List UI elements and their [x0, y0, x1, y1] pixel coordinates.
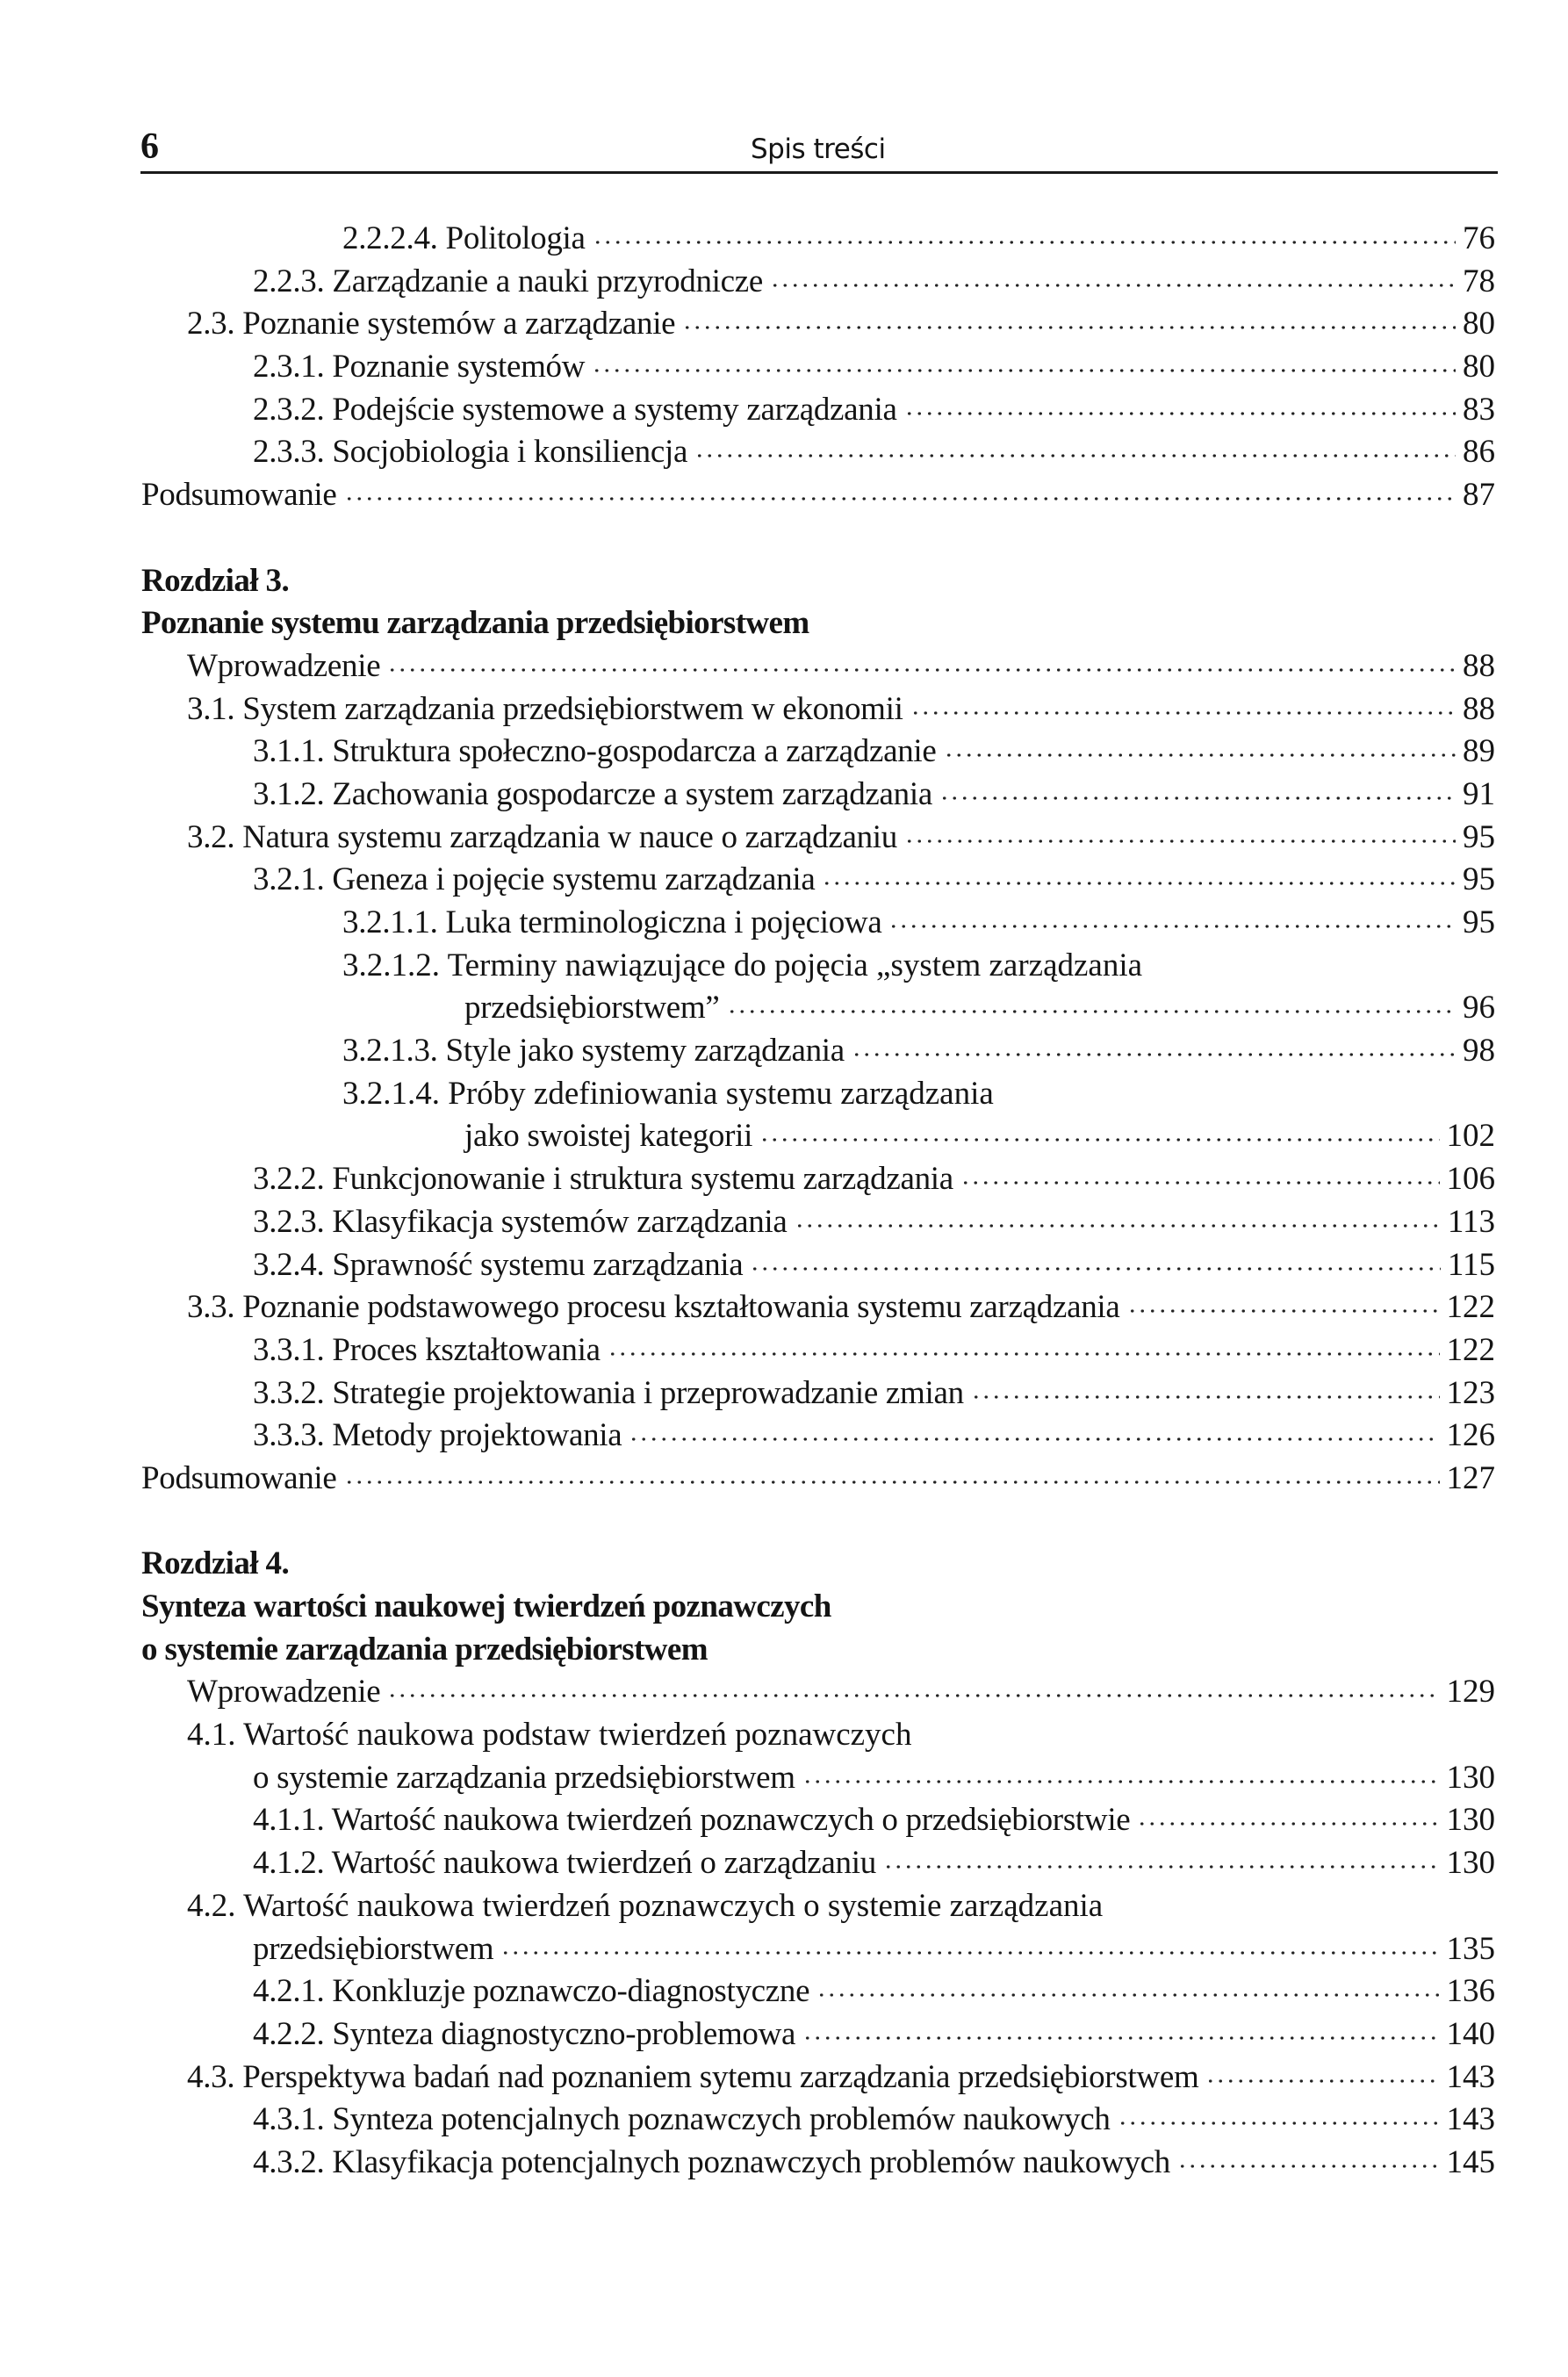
- toc-entry: [0, 1329, 1568, 1372]
- toc-entry-inner: [253, 1928, 1495, 1971]
- dot-leader: [500, 1950, 1439, 1956]
- dot-leader: [904, 839, 1456, 844]
- toc-entry-title-cont: przedsiębiorstwem: [253, 1930, 494, 1967]
- toc-entry-inner: [253, 261, 1495, 304]
- toc-page-number: 95: [1463, 861, 1495, 898]
- toc-entry-inner: [464, 987, 1495, 1030]
- toc-page-number: 76: [1463, 220, 1495, 256]
- toc-page-number: 140: [1446, 2015, 1495, 2052]
- toc-entry: [0, 2013, 1568, 2056]
- toc-entry: [0, 261, 1568, 304]
- dot-leader: [1118, 2121, 1440, 2126]
- dot-leader: [971, 1394, 1440, 1400]
- toc-entry-line: [0, 1885, 1568, 1928]
- toc-entry-line: [0, 945, 1568, 988]
- chapter-title: [0, 602, 1568, 645]
- toc-entry-inner: [342, 218, 1495, 261]
- dot-leader: [592, 368, 1456, 373]
- toc-page-number: 87: [1463, 477, 1495, 514]
- toc-page-number: 98: [1463, 1033, 1495, 1070]
- toc-heading-text: Poznanie systemu zarządzania przedsiębiorstwem: [141, 605, 809, 642]
- dot-leader: [1177, 2164, 1440, 2169]
- toc-entry-inner: [342, 1030, 1495, 1073]
- toc-entry-inner: [342, 902, 1495, 945]
- toc-entry: [0, 218, 1568, 261]
- toc-entry: [0, 688, 1568, 731]
- toc-entry-title: 4.3. Perspektywa badań nad poznaniem sytemu zarządzania przedsiębiorstwem: [187, 2058, 1199, 2095]
- dot-leader: [802, 2035, 1439, 2041]
- dot-leader: [629, 1437, 1439, 1442]
- toc-entry: [0, 2099, 1568, 2142]
- toc-entry-inner: [253, 1201, 1495, 1244]
- toc-entry-title: 3.3. Poznanie podstawowego procesu kształtowania systemu zarządzania: [187, 1289, 1120, 1326]
- toc-entry-inner: [253, 1158, 1495, 1201]
- dot-leader: [960, 1180, 1440, 1185]
- toc-entry-inner: [187, 1671, 1495, 1714]
- toc-entry-title: 4.1. Wartość naukowa podstaw twierdzeń poznawczych: [187, 1717, 912, 1754]
- toc-entry-title: 2.2.2.4. Politologia: [342, 220, 586, 256]
- toc-entry-title: 3.2.1. Geneza i pojęcie systemu zarządzania: [253, 861, 816, 898]
- toc-entry-inner: [253, 1329, 1495, 1372]
- toc-entry-inner: [253, 2142, 1495, 2185]
- dot-leader: [727, 1009, 1457, 1014]
- toc-entry-line: [0, 1073, 1568, 1116]
- toc-entry: [0, 1201, 1568, 1244]
- toc-heading-text: Rozdział 4.: [141, 1545, 290, 1582]
- toc-entry: [0, 1928, 1568, 1971]
- dot-leader: [344, 1480, 1440, 1485]
- dot-leader: [795, 1223, 1441, 1228]
- toc-page-number: 80: [1463, 306, 1495, 342]
- toc-page-number: 80: [1463, 349, 1495, 385]
- toc-entry: [0, 645, 1568, 688]
- toc-page-number: 126: [1446, 1417, 1495, 1454]
- toc-entry-inner: [187, 303, 1495, 346]
- chapter-title: [0, 1629, 1568, 1672]
- toc-entry-title: Podsumowanie: [141, 1459, 337, 1496]
- toc-entry: [0, 474, 1568, 517]
- toc-page-number: 136: [1446, 1973, 1495, 2010]
- chapter-label: [0, 1543, 1568, 1586]
- dot-leader: [883, 1864, 1440, 1869]
- toc-entry-title-cont: przedsiębiorstwem”: [464, 990, 720, 1026]
- toc-page-number: 123: [1446, 1374, 1495, 1411]
- toc-entry-inner: [187, 1286, 1495, 1329]
- toc-entry: [0, 817, 1568, 860]
- toc-page-number: 86: [1463, 434, 1495, 471]
- toc-heading-text: o systemie zarządzania przedsiębiorstwem: [141, 1631, 708, 1668]
- toc-entry-inner: [253, 346, 1495, 389]
- section-gap: [0, 517, 1568, 560]
- toc-page-number: 130: [1446, 1759, 1495, 1796]
- toc-entry: [0, 1757, 1568, 1800]
- toc-entry: [0, 1372, 1568, 1415]
- toc-entry: [0, 1671, 1568, 1714]
- toc-heading-text: Synteza wartości naukowej twierdzeń poznawczych: [141, 1588, 831, 1624]
- toc-page-number: 122: [1446, 1289, 1495, 1326]
- toc-entry-title: 3.2.1.1. Luka terminologiczna i pojęciowa: [342, 904, 882, 940]
- toc-entry-inner: [253, 431, 1495, 474]
- toc-entry-title: 4.2. Wartość naukowa twierdzeń poznawczych o systemie zarządzania: [187, 1887, 1104, 1924]
- chapter-label: [0, 560, 1568, 603]
- running-title: Spis treści: [751, 133, 886, 165]
- toc-entry: [0, 1415, 1568, 1458]
- dot-leader: [608, 1351, 1440, 1357]
- dot-leader: [944, 753, 1456, 758]
- toc-page-number: 135: [1446, 1930, 1495, 1967]
- header-rule: [140, 171, 1498, 174]
- toc-entry: [0, 1030, 1568, 1073]
- toc-entry: [0, 1799, 1568, 1842]
- toc-entry-title-cont: jako swoistej kategorii: [464, 1118, 753, 1155]
- toc-entry-inner: [187, 817, 1495, 860]
- toc-entry-inner: [253, 1757, 1495, 1800]
- toc-entry-title: 3.3.1. Proces kształtowania: [253, 1331, 601, 1368]
- toc-page-number: 95: [1463, 818, 1495, 855]
- toc-entry-title: 2.2.3. Zarządzanie a nauki przyrodnicze: [253, 263, 764, 299]
- dot-leader: [682, 325, 1456, 330]
- toc-entry-inner: [253, 1799, 1495, 1842]
- dot-leader: [1205, 2078, 1439, 2084]
- toc-entry: [0, 1158, 1568, 1201]
- dot-leader: [759, 1137, 1439, 1142]
- toc-entry-title: 4.1.1. Wartość naukowa twierdzeń poznawczych o przedsiębiorstwie: [253, 1802, 1131, 1839]
- toc-entry-inner: [187, 645, 1495, 688]
- dot-leader: [344, 496, 1456, 501]
- toc-entry-title: 2.3.2. Podejście systemowe a systemy zarządzania: [253, 391, 897, 428]
- toc-entry: [0, 431, 1568, 474]
- dot-leader: [910, 710, 1456, 716]
- toc-page-number: 95: [1463, 904, 1495, 940]
- toc-page-number: 102: [1446, 1118, 1495, 1155]
- toc-page-number: 127: [1446, 1459, 1495, 1496]
- toc-entry-title: 4.2.2. Synteza diagnostyczno-problemowa: [253, 2015, 796, 2052]
- toc-entry-title: 4.2.1. Konkluzje poznawczo-diagnostyczne: [253, 1973, 810, 2010]
- toc-entry-inner: [253, 859, 1495, 902]
- toc-entry-inner: [253, 774, 1495, 817]
- toc-entry-title-cont: o systemie zarządzania przedsiębiorstwem: [253, 1759, 795, 1796]
- toc-page-number: 130: [1446, 1845, 1495, 1882]
- toc-entry: [0, 1970, 1568, 2013]
- toc-entry-title: 3.1.1. Struktura społeczno-gospodarcza a zarządzanie: [253, 733, 937, 770]
- toc-page-number: 143: [1446, 2101, 1495, 2138]
- toc-page-number: 83: [1463, 391, 1495, 428]
- toc-entry-title: 2.3.3. Socjobiologia i konsiliencja: [253, 434, 688, 471]
- dot-leader: [1137, 1821, 1439, 1826]
- toc-entry: [0, 859, 1568, 902]
- toc-page-number: 115: [1447, 1246, 1495, 1283]
- dot-leader: [1127, 1308, 1440, 1314]
- toc-page-number: 130: [1446, 1802, 1495, 1839]
- toc-page-number: 88: [1463, 647, 1495, 684]
- toc-page-number: 78: [1463, 263, 1495, 299]
- dot-leader: [770, 283, 1456, 288]
- toc-page-number: 113: [1447, 1203, 1495, 1240]
- toc-entry-line: [0, 1714, 1568, 1757]
- toc-page-number: 91: [1463, 775, 1495, 812]
- toc-entry-inner: [253, 1244, 1495, 1287]
- toc-entry-title: 3.2.1.3. Style jako systemy zarządzania: [342, 1033, 845, 1070]
- toc-page-number: 122: [1446, 1331, 1495, 1368]
- toc-entry: [0, 731, 1568, 774]
- toc-entry-inner: [253, 731, 1495, 774]
- page-number: 6: [140, 126, 159, 167]
- toc-page-number: 145: [1446, 2143, 1495, 2180]
- dot-leader: [904, 411, 1456, 416]
- dot-leader: [593, 240, 1456, 245]
- toc-heading-text: Rozdział 3.: [141, 562, 290, 599]
- dot-leader: [750, 1266, 1440, 1271]
- table-of-contents: [0, 218, 1568, 2185]
- toc-entry-title: Podsumowanie: [141, 477, 337, 514]
- toc-entry-inner: [253, 1970, 1495, 2013]
- dot-leader: [822, 881, 1456, 886]
- toc-page-number: 89: [1463, 733, 1495, 770]
- toc-entry-title: 3.2. Natura systemu zarządzania w nauce o zarządzaniu: [187, 818, 897, 855]
- toc-entry: [0, 774, 1568, 817]
- dot-leader: [694, 453, 1456, 458]
- toc-entry: [0, 2056, 1568, 2100]
- dot-leader: [802, 1779, 1440, 1784]
- toc-entry-title: 3.2.4. Sprawność systemu zarządzania: [253, 1246, 744, 1283]
- toc-entry: [0, 987, 1568, 1030]
- toc-entry-title: 3.1. System zarządzania przedsiębiorstwem w ekonomii: [187, 690, 903, 727]
- toc-page-number: 106: [1446, 1161, 1495, 1198]
- toc-entry-inner: [253, 2013, 1495, 2056]
- toc-page-number: 88: [1463, 690, 1495, 727]
- dot-leader: [387, 667, 1456, 673]
- dot-leader: [888, 924, 1456, 929]
- toc-entry: [0, 902, 1568, 945]
- section-gap: [0, 1501, 1568, 1544]
- dot-leader: [387, 1693, 1439, 1698]
- toc-entry-title: 3.2.2. Funkcjonowanie i struktura systemu zarządzania: [253, 1161, 953, 1198]
- toc-page-number: 96: [1463, 990, 1495, 1026]
- toc-entry-title: 2.3. Poznanie systemów a zarządzanie: [187, 306, 676, 342]
- toc-entry-title: 4.3.1. Synteza potencjalnych poznawczych problemów naukowych: [253, 2101, 1111, 2138]
- toc-entry-title: 3.2.1.2. Terminy nawiązujące do pojęcia „system zarządzania: [342, 947, 1143, 983]
- toc-entry-title: 4.3.2. Klasyfikacja potencjalnych poznawczych problemów naukowych: [253, 2143, 1170, 2180]
- toc-entry-title: Wprowadzenie: [187, 647, 381, 684]
- toc-entry-inner: [141, 474, 1495, 517]
- toc-entry-inner: [464, 1115, 1495, 1158]
- toc-entry-title: 2.3.1. Poznanie systemów: [253, 349, 586, 385]
- toc-entry-title: 3.3.3. Metody projektowania: [253, 1417, 622, 1454]
- toc-entry-inner: [187, 2056, 1495, 2100]
- toc-entry-inner: [253, 2099, 1495, 2142]
- toc-entry-title: Wprowadzenie: [187, 1674, 381, 1711]
- toc-entry-inner: [253, 1842, 1495, 1885]
- toc-entry: [0, 1842, 1568, 1885]
- dot-leader: [816, 1992, 1439, 1998]
- toc-entry: [0, 346, 1568, 389]
- chapter-title: [0, 1586, 1568, 1629]
- toc-entry-title: 3.2.1.4. Próby zdefiniowania systemu zarządzania: [342, 1075, 994, 1112]
- toc-entry: [0, 1115, 1568, 1158]
- toc-entry-inner: [141, 1458, 1495, 1501]
- toc-entry-inner: [253, 1415, 1495, 1458]
- toc-entry-title: 4.1.2. Wartość naukowa twierdzeń o zarządzaniu: [253, 1845, 876, 1882]
- toc-entry: [0, 1458, 1568, 1501]
- dot-leader: [852, 1052, 1456, 1057]
- dot-leader: [939, 796, 1456, 801]
- toc-entry-title: 3.3.2. Strategie projektowania i przeprowadzanie zmian: [253, 1374, 964, 1411]
- toc-entry-inner: [253, 1372, 1495, 1415]
- toc-entry-title: 3.1.2. Zachowania gospodarcze a system zarządzania: [253, 775, 932, 812]
- toc-entry: [0, 389, 1568, 432]
- toc-entry-inner: [253, 389, 1495, 432]
- toc-entry: [0, 2142, 1568, 2185]
- toc-entry: [0, 1244, 1568, 1287]
- toc-entry-inner: [187, 688, 1495, 731]
- toc-page-number: 129: [1446, 1674, 1495, 1711]
- toc-page-number: 143: [1446, 2058, 1495, 2095]
- toc-entry: [0, 303, 1568, 346]
- toc-entry: [0, 1286, 1568, 1329]
- toc-entry-title: 3.2.3. Klasyfikacja systemów zarządzania: [253, 1203, 788, 1240]
